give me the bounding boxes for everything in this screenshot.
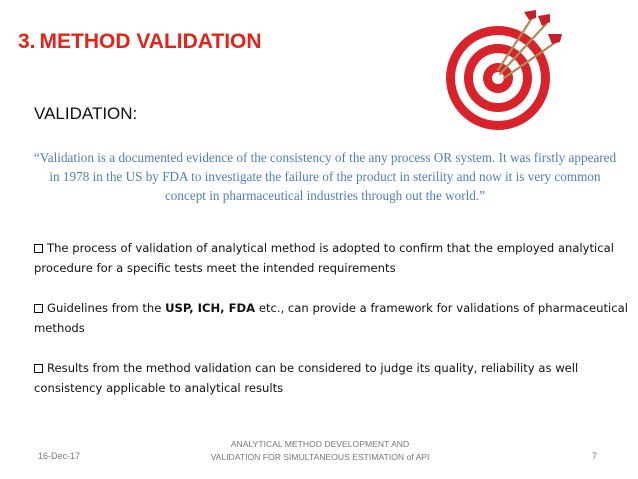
bullet-list	[34, 238, 630, 418]
validation-quote: “Validation is a documented evidence of the consistency of the any process OR system. It was firstly appeared in 1978 in the US by FDA to investigate the failure of the product in sterility and now it is very common concept in pharmaceutical industries through out the world.”	[33, 150, 617, 203]
footer-date: 16-Dec-17	[38, 451, 81, 461]
list-item	[34, 298, 630, 338]
slide-title	[18, 30, 262, 54]
bullet-text: Results from the method validation can be considered to judge its quality, reliability as well consistency applicable to analytical results	[34, 361, 579, 395]
checkbox-bullet-icon	[34, 304, 43, 313]
bullet-text-prefix: Guidelines from the	[47, 301, 166, 315]
bullet-text-strong: USP, ICH, FDA	[165, 301, 256, 315]
bullet-text: The process of validation of analytical method is adopted to confirm that the employed analytical procedure for a specific tests meet the intended requirements	[34, 241, 614, 275]
list-item	[34, 358, 630, 398]
bullseye-target-icon	[438, 8, 568, 136]
page-number: 7	[592, 451, 598, 461]
checkbox-bullet-icon	[34, 244, 43, 253]
section-heading: VALIDATION:	[34, 104, 138, 123]
title-number: 3.	[18, 30, 36, 53]
list-item	[34, 238, 630, 278]
checkbox-bullet-icon	[34, 364, 43, 373]
footer-title: ANALYTICAL METHOD DEVELOPMENT AND VALIDATION FOR SIMULTANEOUS ESTIMATION of API	[210, 439, 430, 462]
bullet-text-suffix: etc., can provide a framework for validations of pharmaceutical methods	[34, 301, 628, 335]
title-text: METHOD VALIDATION	[39, 30, 262, 53]
